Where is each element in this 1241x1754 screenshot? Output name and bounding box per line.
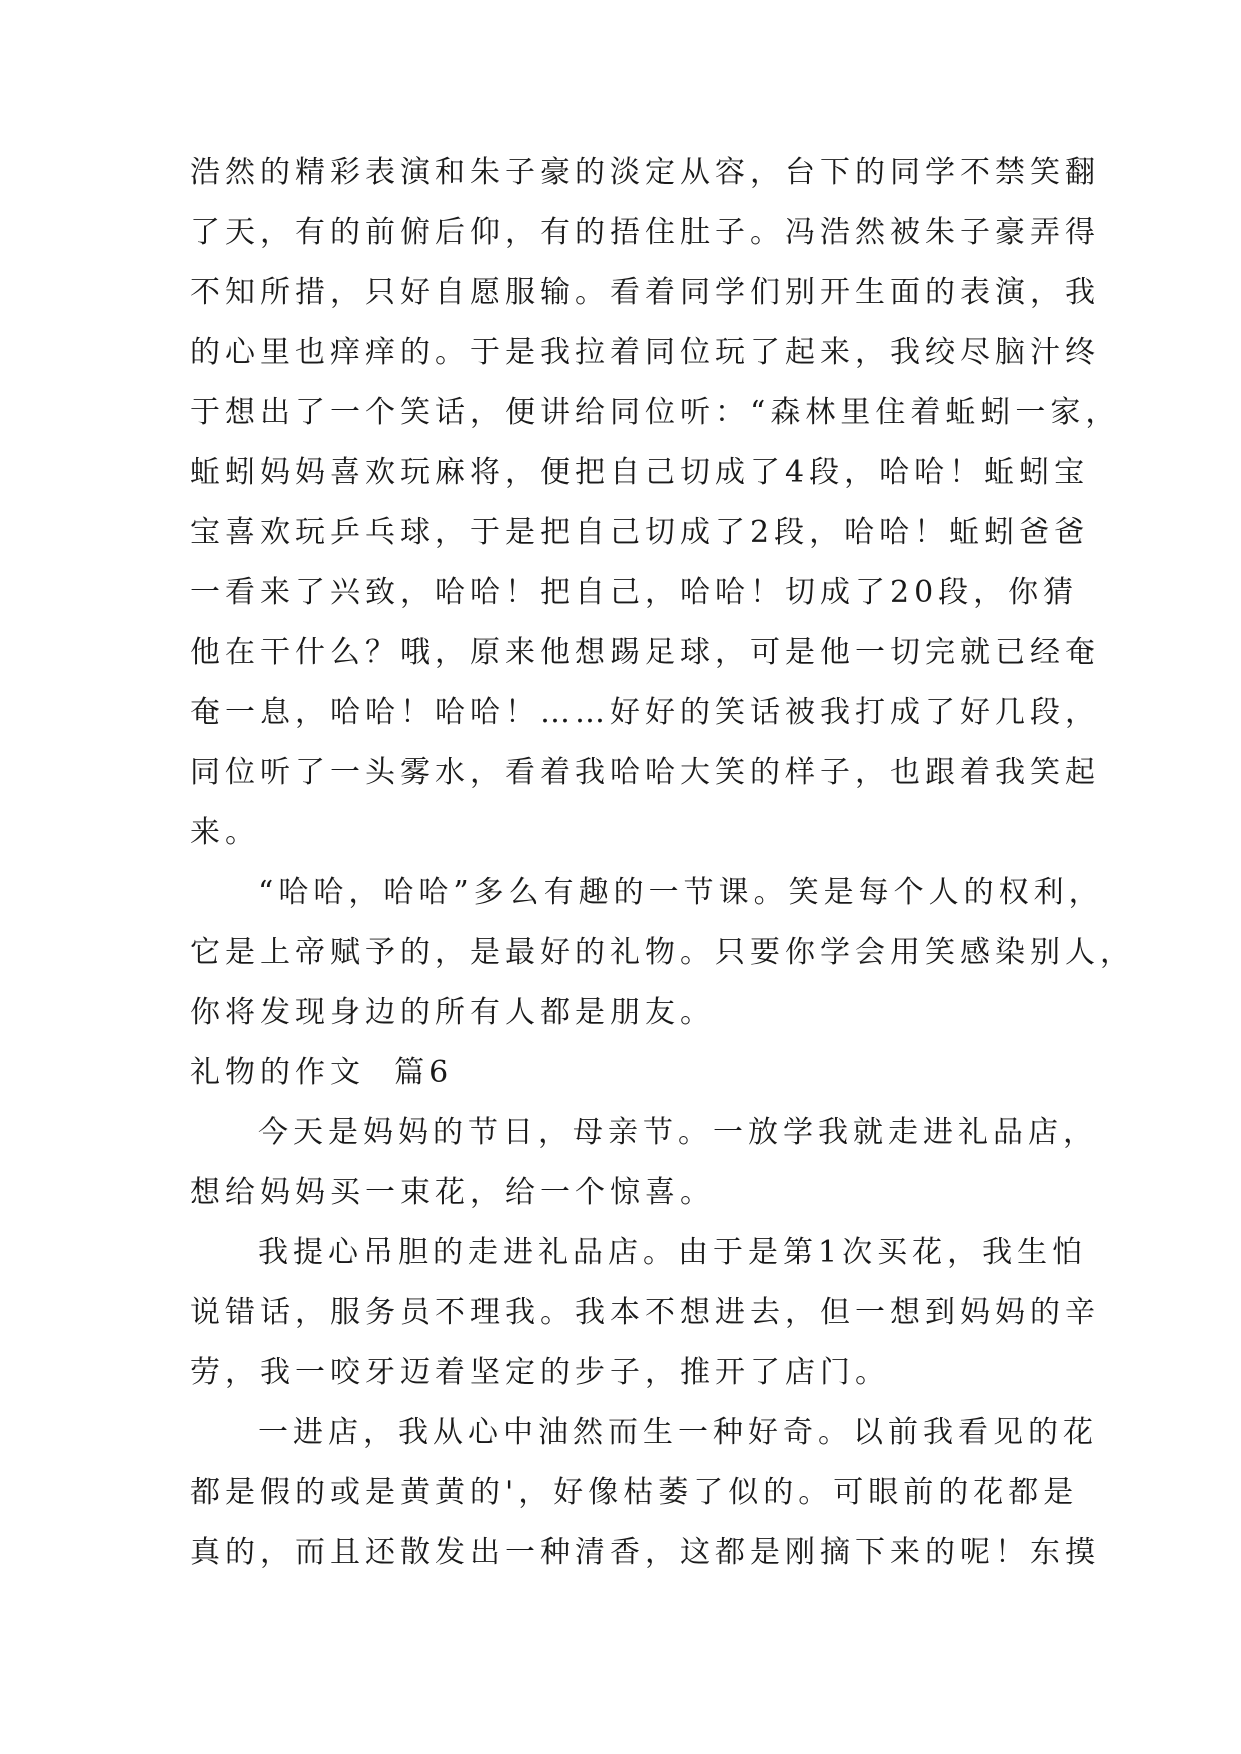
paragraph-line: 蚯蚓妈妈喜欢玩麻将，便把自己切成了4段，哈哈！蚯蚓宝 xyxy=(190,455,1090,490)
paragraph-line: 我提心吊胆的走进礼品店。由于是第1次买花，我生怕 xyxy=(258,1235,1088,1270)
paragraph-line: 一看来了兴致，哈哈！把自己，哈哈！切成了20段，你猜 xyxy=(190,575,1079,610)
paragraph-line: 的心里也痒痒的。于是我拉着同位玩了起来，我绞尽脑汁终 xyxy=(190,335,1100,370)
paragraph-line: 奄一息，哈哈！哈哈！……好好的笑话被我打成了好几段， xyxy=(190,695,1100,730)
paragraph-line: 今天是妈妈的节日，母亲节。一放学我就走进礼品店， xyxy=(258,1115,1098,1150)
paragraph-line: 了天，有的前俯后仰，有的捂住肚子。冯浩然被朱子豪弄得 xyxy=(190,215,1100,250)
paragraph-line: 说错话，服务员不理我。我本不想进去，但一想到妈妈的辛 xyxy=(190,1295,1100,1330)
paragraph-line: 想给妈妈买一束花，给一个惊喜。 xyxy=(190,1175,715,1210)
paragraph-line: 你将发现身边的所有人都是朋友。 xyxy=(190,995,715,1030)
paragraph-line: 一进店，我从心中油然而生一种好奇。以前我看见的花 xyxy=(258,1415,1098,1450)
paragraph-line: 来。 xyxy=(190,815,260,850)
section-heading: 礼物的作文 篇6 xyxy=(190,1055,454,1090)
paragraph-line: 都是假的或是黄黄的'，好像枯萎了似的。可眼前的花都是 xyxy=(190,1475,1079,1510)
paragraph-line: 它是上帝赋予的，是最好的礼物。只要你学会用笑感染别人， xyxy=(190,935,1135,970)
paragraph-line: 于想出了一个笑话，便讲给同位听：“森林里住着蚯蚓一家， xyxy=(190,395,1121,430)
paragraph-line: “哈哈，哈哈”多么有趣的一节课。笑是每个人的权利， xyxy=(258,875,1104,910)
paragraph-line: 真的，而且还散发出一种清香，这都是刚摘下来的呢！东摸 xyxy=(190,1535,1100,1570)
paragraph-line: 劳，我一咬牙迈着坚定的步子，推开了店门。 xyxy=(190,1355,890,1390)
paragraph-line: 他在干什么？哦，原来他想踢足球，可是他一切完就已经奄 xyxy=(190,635,1100,670)
paragraph-line: 不知所措，只好自愿服输。看着同学们别开生面的表演，我 xyxy=(190,275,1100,310)
paragraph-line: 宝喜欢玩乒乓球，于是把自己切成了2段，哈哈！蚯蚓爸爸 xyxy=(190,515,1090,550)
paragraph-line: 浩然的精彩表演和朱子豪的淡定从容，台下的同学不禁笑翻 xyxy=(190,155,1100,190)
paragraph-line: 同位听了一头雾水，看着我哈哈大笑的样子，也跟着我笑起 xyxy=(190,755,1100,790)
